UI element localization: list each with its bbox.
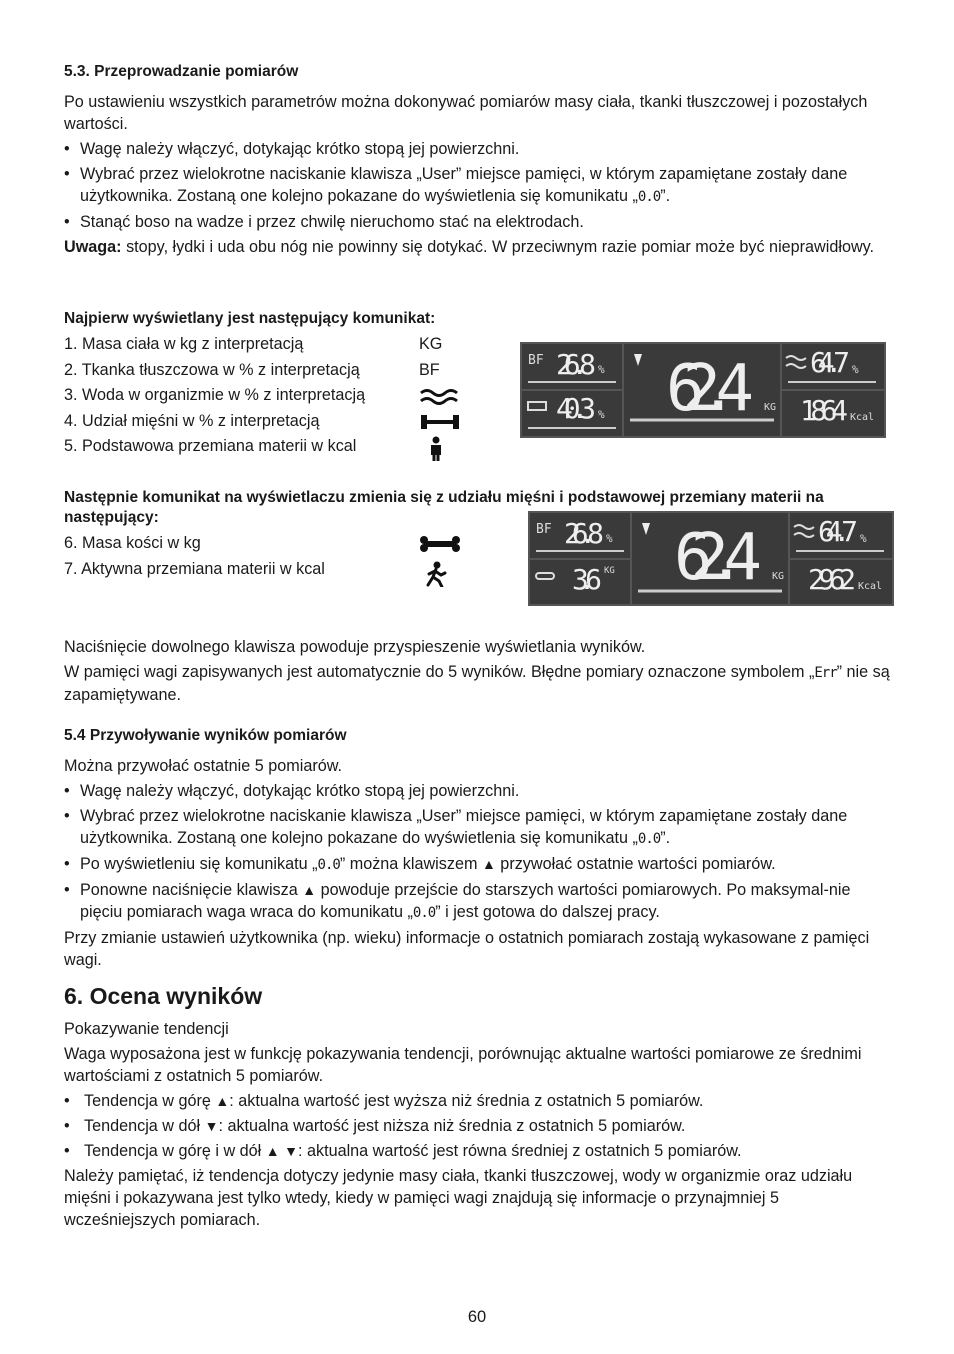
dumbbell-icon xyxy=(419,411,463,433)
lcd-display-first xyxy=(520,342,886,438)
list-item: 4. Udział mięśni w % z interpretacją xyxy=(64,410,890,436)
up-arrow-icon: ▲ xyxy=(265,1143,280,1159)
section-5-3 xyxy=(64,62,890,258)
list-item: • Tendencja w górę i w dół ▲ ▼: aktualna wartość jest równa średniej z ostatnich 5 pomiarów. xyxy=(64,1140,890,1162)
svg-text:%: % xyxy=(606,532,613,545)
note-label: Uwaga: xyxy=(64,238,122,256)
page-number: 60 xyxy=(467,1308,487,1326)
list-item: • Wagę należy włączyć, dotykając krótko stopą jej powierzchni. xyxy=(64,780,890,802)
list-item: 6. Masa kości w kg xyxy=(64,532,890,558)
bullet-list xyxy=(64,1090,890,1162)
chapter-heading: 6. Ocena wyników xyxy=(64,983,263,1009)
svg-text:%: % xyxy=(852,363,859,376)
down-arrow-icon: ▼ xyxy=(204,1118,219,1134)
lcd-kcal-value: 1864 xyxy=(800,394,848,427)
lcd-muscle-value: 40.3 xyxy=(556,392,596,425)
section-5-4 xyxy=(64,726,890,971)
section-heading: 5.4 Przywoływanie wyników pomiarów xyxy=(64,727,347,744)
list-item: • Wagę należy włączyć, dotykając krótko stopą jej powierzchni. xyxy=(64,138,890,160)
paragraph: Należy pamiętać, iż tendencja dotyczy jedynie masy ciała, tkanki tłuszczowej, wody w organizmie oraz udziału mięśni i pokazywana jest tylko wtedy, kiedy w pamięci wagi znajdują się informacje o przynajmniej 5 wcześniejszych pomiarach. xyxy=(64,1167,853,1229)
svg-text:KG: KG xyxy=(764,402,777,413)
svg-text:KG: KG xyxy=(772,571,785,582)
lcd-water-value: 64.7 xyxy=(818,515,858,548)
list-item: • Wybrać przez wielokrotne naciskanie klawisza „User” miejsce pamięci, w którym zapamiętane zostały dane użytkownika. Zostaną one kolejno pokazane do wyświetlenia się komunikatu „0.0”. xyxy=(64,805,890,850)
water-waves-icon xyxy=(419,385,463,407)
paragraph: Przy zmianie ustawień użytkownika (np. wieku) informacje o ostatnich pomiarach zostają wykasowane z pamięci wagi. xyxy=(64,929,870,969)
paragraph: Naciśnięcie dowolnego klawisza powoduje przyspieszenie wyświetlania wyników. xyxy=(64,638,646,656)
up-arrow-icon: ▲ xyxy=(215,1093,230,1109)
list-item: 5. Podstawowa przemiana materii w kcal xyxy=(64,435,890,461)
section-6 xyxy=(64,982,890,1231)
list-item: • Ponowne naciśnięcie klawisza ▲ powoduje przejście do starszych wartości pomiarowych. Po maksymal-nie pięciu pomiarach waga wraca do komunikatu „0.0” i jest gotowa do dalszej pracy. xyxy=(64,879,890,924)
svg-text:%: % xyxy=(860,532,867,545)
bullet-list xyxy=(64,138,890,233)
bone-icon xyxy=(419,533,463,555)
lcd-weight-value: 62.4 xyxy=(666,352,754,426)
paragraph: Waga wyposażona jest w funkcję pokazywania tendencji, porównując aktualne wartości pomiarowe ze średnimi wartościami z ostatnich 5 pomiarów. xyxy=(64,1045,862,1085)
section-heading: Następnie komunikat na wyświetlaczu zmienia się z udziału mięśni i podstawowej przemiany materii na następujący: xyxy=(64,489,824,526)
list-item: 3. Woda w organizmie w % z interpretacją xyxy=(64,384,890,410)
list-item: • Wybrać przez wielokrotne naciskanie klawisza „User” miejsce pamięci, w którym zapamiętane zostały dane użytkownika. Zostaną one kolejno pokazane do wyświetlenia się komunikatu „0.0”. xyxy=(64,163,890,208)
paragraph: Można przywołać ostatnie 5 pomiarów. xyxy=(64,757,343,775)
lcd-zero-symbol: 0.0 xyxy=(637,189,661,205)
list-item: • Po wyświetleniu się komunikatu „0.0” można klawiszem ▲ przywołać ostatnie wartości pomiarów. xyxy=(64,853,890,876)
lcd-err-symbol: Err xyxy=(814,665,837,681)
up-arrow-icon: ▲ xyxy=(302,882,317,898)
list-item: 2. Tkanka tłuszczowa w % z interpretacją BF xyxy=(64,360,440,379)
svg-text:%: % xyxy=(598,363,605,376)
lcd-kcal-value: 2962 xyxy=(808,563,856,596)
lcd-display-second xyxy=(528,511,894,606)
svg-text:Kcal: Kcal xyxy=(850,412,875,423)
list-item: 7. Aktywna przemiana materii w kcal xyxy=(64,558,890,584)
lcd-bf-value: 26.8 xyxy=(564,517,604,550)
bullet-list xyxy=(64,780,890,924)
results-info xyxy=(64,636,890,706)
svg-text:BF: BF xyxy=(536,522,552,537)
section-heading: 5.3. Przeprowadzanie pomiarów xyxy=(64,63,299,80)
lcd-bone-value: 3.6 xyxy=(572,563,602,596)
note-paragraph: Uwaga: stopy, łydki i uda obu nóg nie powinny się dotykać. W przeciwnym razie pomiar może być nieprawidłowy. xyxy=(64,238,875,256)
paragraph: Po ustawieniu wszystkich parametrów można dokonywać pomiarów masy ciała, tkanki tłuszczowej i pozostałych wartości. xyxy=(64,93,868,133)
up-arrow-icon: ▲ xyxy=(481,856,496,872)
paragraph: W pamięci wagi zapisywanych jest automatycznie do 5 wyników. Błędne pomiary oznaczone symbolem „Err” nie są zapamiętywane. xyxy=(64,663,890,704)
list-item: 1. Masa ciała w kg z interpretacją KG xyxy=(64,335,443,353)
svg-text:KG: KG xyxy=(604,566,615,576)
down-arrow-icon: ▼ xyxy=(284,1143,298,1159)
lcd-bf-label: BF xyxy=(528,353,544,368)
section-heading: Najpierw wyświetlany jest następujący komunikat: xyxy=(64,310,436,327)
lcd-water-value: 64.7 xyxy=(810,346,850,379)
list-item: • Tendencja w dół ▼: aktualna wartość jest niższa niż średnia z ostatnich 5 pomiarów. xyxy=(64,1115,890,1137)
lcd-weight-value: 62.4 xyxy=(674,521,762,595)
walking-person-icon xyxy=(419,557,463,587)
lcd-bf-value: 26.8 xyxy=(556,348,596,381)
svg-text:Kcal: Kcal xyxy=(858,581,883,592)
list-item: • Tendencja w górę ▲: aktualna wartość jest wyższa niż średnia z ostatnich 5 pomiarów. xyxy=(64,1090,890,1112)
person-standing-icon xyxy=(419,433,463,461)
subheading: Pokazywanie tendencji xyxy=(64,1020,229,1038)
svg-text:%: % xyxy=(598,408,605,421)
list-item: • Stanąć boso na wadze i przez chwilę nieruchomo stać na elektrodach. xyxy=(64,211,890,233)
